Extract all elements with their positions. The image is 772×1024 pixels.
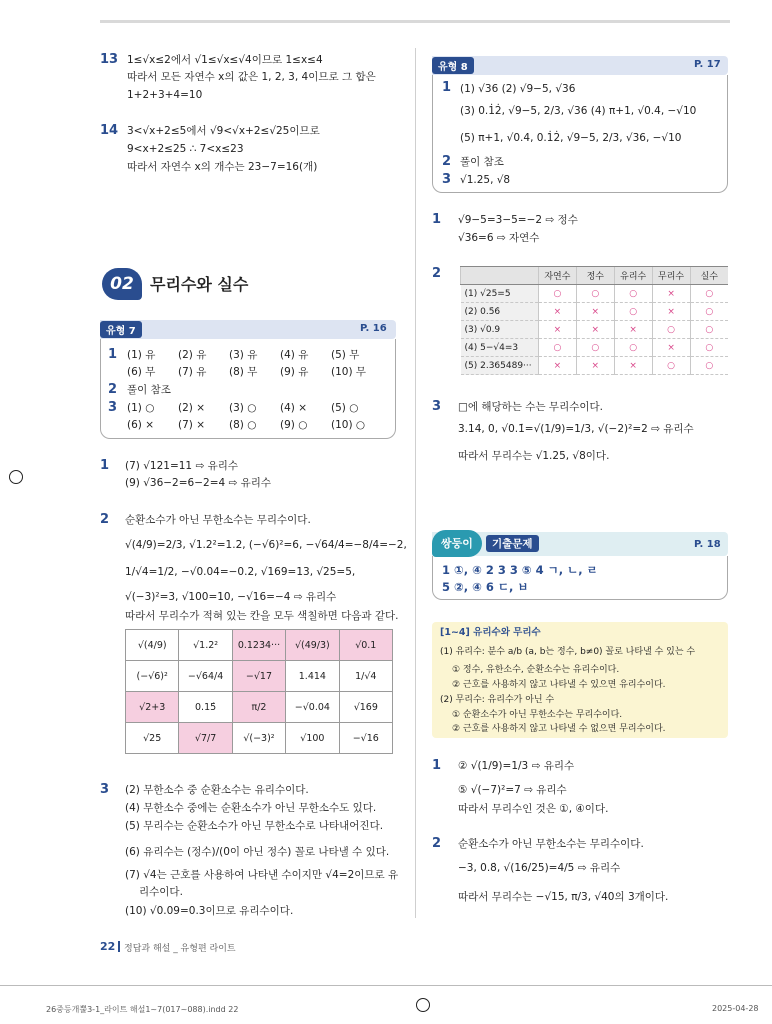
grid-cell: √2+3 (126, 692, 179, 723)
note-line: (2) 무리수: 유리수가 아닌 수 (440, 695, 555, 705)
mark-cell: ○ (690, 285, 728, 303)
text-line: 9<x+2≤25 ∴ 7<x≤23 (127, 143, 244, 155)
text-line: 순환소수가 아닌 무한소수는 무리수이다. (458, 838, 644, 850)
footer-label: 정답과 해설 _ 유형편 라이트 (124, 944, 236, 954)
text-line: 따라서 모든 자연수 x의 값은 1, 2, 3, 4이므로 그 합은 (127, 71, 376, 83)
answer-number: 1 (108, 347, 118, 362)
file-name: 26중등개뿔3-1_라이트 해설1~7(017~088).indd 22 (46, 1005, 239, 1014)
type8-badge: 유형 8 (432, 57, 474, 74)
grid-row (126, 630, 393, 661)
mark-cell: ○ (652, 321, 690, 339)
answer-number: 2 (442, 154, 452, 169)
text-line: (2) 무한소수 중 순환소수는 유리수이다. (125, 784, 309, 796)
grid-cell: √7/7 (179, 723, 232, 754)
answer-item: (5) 무 (331, 349, 360, 361)
note-line: ② 근호를 사용하지 않고 나타낼 수 없으면 무리수이다. (452, 724, 666, 734)
mark-cell: ○ (690, 357, 728, 375)
grid-cell: −√16 (339, 723, 392, 754)
grid-row (126, 692, 393, 723)
text-line: √(−3)²=3, √100=10, −√16=−4 ⇨ 유리수 (125, 591, 337, 603)
grid-cell: 1/√4 (339, 661, 392, 692)
note-title: [1~4] 유리수와 무리수 (440, 627, 541, 638)
mark-cell: × (652, 285, 690, 303)
column-header (461, 267, 539, 285)
text-line: √(4/9)=2/3, √1.2²=1.2, (−√6)²=6, −√64/4=−8/4=−2, (125, 539, 407, 551)
mark-cell: ○ (690, 303, 728, 321)
mark-cell: × (538, 357, 576, 375)
row-label: (5) 2.365489··· (461, 357, 539, 375)
text-line: 3<√x+2≤5에서 √9<√x+2≤√25이므로 (127, 125, 320, 137)
grid-cell: −√64/4 (179, 661, 232, 692)
grid-cell: √(4/9) (126, 630, 179, 661)
answer-item: 풀이 참조 (127, 384, 171, 396)
mark-cell: ○ (652, 357, 690, 375)
mark-cell: ○ (614, 285, 652, 303)
text-line: (10) √0.09=0.3이므로 유리수이다. (125, 905, 294, 917)
problem-number: 1 (100, 458, 110, 473)
grid-cell: √100 (286, 723, 339, 754)
text-line: 1≤√x≤2에서 √1≤√x≤√4이므로 1≤x≤4 (127, 54, 323, 66)
mark-cell: × (576, 321, 614, 339)
grid-cell: 0.1234··· (232, 630, 285, 661)
type8-answer-box (432, 75, 728, 193)
problem-number: 1 (432, 212, 442, 227)
table-row (461, 303, 729, 321)
mark-cell: ○ (538, 339, 576, 357)
grid-cell: (−√6)² (126, 661, 179, 692)
problem-number: 2 (432, 266, 442, 281)
grid-cell: √1.2² (179, 630, 232, 661)
answer-item: (1) 유 (127, 349, 156, 361)
text-line: 3.14, 0, √0.1̇=√(1/9)=1/3, √(−2)²=2 ⇨ 유리수 (458, 423, 694, 435)
table-row (461, 339, 729, 357)
mark-cell: × (614, 357, 652, 375)
text-line: (1) √36 (2) √9−5, √36 (460, 83, 576, 95)
text-line: 따라서 무리수는 −√15, π/3, √40의 3개이다. (458, 891, 669, 903)
grid-cell: √(49/3) (286, 630, 339, 661)
text-line: (6) 유리수는 (정수)/(0이 아닌 정수) 꼴로 나타낼 수 있다. (125, 846, 390, 858)
grid-row (126, 661, 393, 692)
problem-number: 2 (432, 836, 442, 851)
problem-number: 3 (432, 399, 442, 414)
note-line: (1) 유리수: 분수 a/b (a, b는 정수, b≠0) 꼴로 나타낼 수 있는 수 (440, 647, 696, 657)
exam-answers-row1: 1 ①, ④ 2 3 3 ⑤ 4 ㄱ, ㄴ, ㄹ (442, 563, 598, 577)
column-header: 유리수 (614, 267, 652, 285)
text-line: (5) π+1, √0.4, 0.1̇2̇, √9−5, 2/3, √36, −√10 (460, 132, 682, 144)
answer-item: (7) × (178, 419, 206, 431)
text-line: (7) √4는 근호를 사용하여 나타낸 수이지만 √4=2이므로 유 (125, 869, 399, 881)
mark-cell: ○ (690, 339, 728, 357)
grid-cell: −√17 (232, 661, 285, 692)
grid-cell: −√0.04 (286, 692, 339, 723)
answer-item: (2) 유 (178, 349, 207, 361)
problem-number: 3 (100, 782, 110, 797)
table-row (461, 357, 729, 375)
column-header: 자연수 (538, 267, 576, 285)
grid-cell: 1.414 (286, 661, 339, 692)
answer-number: 3 (442, 172, 452, 187)
number-classification-table (460, 266, 728, 375)
grid-cell: 0.15̇ (179, 692, 232, 723)
note-line: ① 정수, 유한소수, 순환소수는 유리수이다. (452, 665, 620, 675)
mark-cell: × (538, 303, 576, 321)
mark-cell: ○ (576, 285, 614, 303)
type7-bar (100, 320, 396, 339)
text-line: (9) √36−2=6−2=4 ⇨ 유리수 (125, 477, 272, 489)
problem-number: 1 (432, 758, 442, 773)
exam-page-ref: P. 18 (694, 539, 721, 550)
text-line: 풀이 참조 (460, 156, 504, 168)
answer-item: (3) 유 (229, 349, 258, 361)
answer-item: (5) ○ (331, 402, 359, 414)
grid-cell: √169 (339, 692, 392, 723)
type7-badge: 유형 7 (100, 321, 142, 338)
print-date: 2025-04-28 (712, 1004, 759, 1013)
problem-number: 2 (100, 512, 110, 527)
exam-title: 기출문제 (486, 535, 539, 552)
text-line: (7) √121=11 ⇨ 유리수 (125, 460, 239, 472)
footer-divider (118, 941, 120, 952)
mark-cell: × (652, 339, 690, 357)
column-divider (415, 48, 416, 918)
table-row (461, 321, 729, 339)
type8-bar (432, 56, 728, 75)
text-line: 따라서 무리수가 적혀 있는 칸을 모두 색칠하면 다음과 같다. (125, 610, 399, 622)
text-line: (4) 무한소수 중에는 순환소수가 아닌 무한소수도 있다. (125, 802, 377, 814)
answer-item: (10) 무 (331, 366, 367, 378)
registration-mark-icon (416, 998, 430, 1012)
text-line: 1+2+3+4=10 (127, 89, 203, 101)
answer-item: (4) × (280, 402, 308, 414)
table-row (461, 285, 729, 303)
column-header: 실수 (690, 267, 728, 285)
text-line: √9−5=3−5=−2 ⇨ 정수 (458, 214, 578, 226)
answer-item: (8) ○ (229, 419, 257, 431)
text-line: √1.25, √8 (460, 174, 511, 186)
section-title: 무리수와 실수 (150, 275, 249, 294)
trim-line (0, 985, 772, 986)
type7-page-ref: P. 16 (360, 323, 387, 334)
text-line: 따라서 자연수 x의 개수는 23−7=16(개) (127, 161, 318, 173)
mark-cell: ○ (614, 303, 652, 321)
top-rule (100, 20, 730, 23)
mark-cell: × (614, 321, 652, 339)
answer-number: 1 (442, 80, 452, 95)
text-line: 순환소수가 아닌 무한소수는 무리수이다. (125, 514, 311, 526)
text-line: (3) 0.1̇2̇, √9−5, 2/3, √36 (4) π+1, √0.4, −√10 (460, 105, 697, 117)
text-line: 따라서 무리수인 것은 ①, ④이다. (458, 803, 609, 815)
mark-cell: ○ (690, 321, 728, 339)
mark-cell: × (652, 303, 690, 321)
section-badge: 02 (102, 268, 142, 300)
mark-cell: ○ (538, 285, 576, 303)
row-label: (3) √0.9 (461, 321, 539, 339)
column-header: 무리수 (652, 267, 690, 285)
answer-item: (4) 유 (280, 349, 309, 361)
row-label: (4) 5−√4=3 (461, 339, 539, 357)
answer-number: 3 (108, 400, 118, 415)
registration-mark-icon (9, 470, 23, 484)
answer-item: (9) 유 (280, 366, 309, 378)
mark-cell: ○ (614, 339, 652, 357)
note-line: ① 순환소수가 아닌 무한소수는 무리수이다. (452, 710, 623, 720)
irrational-grid (125, 629, 393, 754)
answer-item: (1) ○ (127, 402, 155, 414)
problem-number: 14 (100, 123, 119, 138)
answer-item: (6) 무 (127, 366, 156, 378)
type8-page-ref: P. 17 (694, 59, 721, 70)
grid-cell: √0.1 (339, 630, 392, 661)
problem-number: 13 (100, 52, 119, 67)
answer-item: (3) ○ (229, 402, 257, 414)
row-label: (2) 0.5̇6̇ (461, 303, 539, 321)
text-line: ⑤ √(−7)²=7 ⇨ 유리수 (458, 784, 567, 796)
answer-item: (7) 유 (178, 366, 207, 378)
text-line: (5) 무리수는 순환소수가 아닌 무한소수로 나타내어진다. (125, 820, 384, 832)
row-label: (1) √25=5 (461, 285, 539, 303)
answer-item: (8) 무 (229, 366, 258, 378)
exam-badge: 쌍둥이 (432, 530, 482, 557)
mark-cell: × (538, 321, 576, 339)
grid-cell: √(−3)² (232, 723, 285, 754)
table-header-row (461, 267, 729, 285)
note-line: ② 근호를 사용하지 않고 나타낼 수 있으면 유리수이다. (452, 680, 666, 690)
grid-cell: √25 (126, 723, 179, 754)
text-line: 따라서 무리수는 √1.25, √8이다. (458, 450, 610, 462)
answer-item: (2) × (178, 402, 206, 414)
text-line: 리수이다. (139, 886, 183, 898)
column-header: 정수 (576, 267, 614, 285)
exam-answers-row2: 5 ②, ④ 6 ㄷ, ㅂ (442, 580, 529, 594)
answer-item: (10) ○ (331, 419, 366, 431)
text-line: −3, 0.8̇, √(16/25)=4/5 ⇨ 유리수 (458, 862, 621, 874)
text-line: √36=6 ⇨ 자연수 (458, 232, 540, 244)
text-line: 1/√4=1/2, −√0.04=−0.2, √169=13, √25=5, (125, 566, 356, 578)
mark-cell: × (576, 303, 614, 321)
answer-number: 2 (108, 382, 118, 397)
mark-cell: × (576, 357, 614, 375)
page-number: 22 (100, 940, 116, 953)
text-line: ② √(1/9)=1/3 ⇨ 유리수 (458, 760, 575, 772)
grid-cell: π/2 (232, 692, 285, 723)
text-line: □에 해당하는 수는 무리수이다. (458, 401, 603, 413)
mark-cell: ○ (576, 339, 614, 357)
answer-item: (9) ○ (280, 419, 308, 431)
answer-item: (6) × (127, 419, 155, 431)
grid-row (126, 723, 393, 754)
